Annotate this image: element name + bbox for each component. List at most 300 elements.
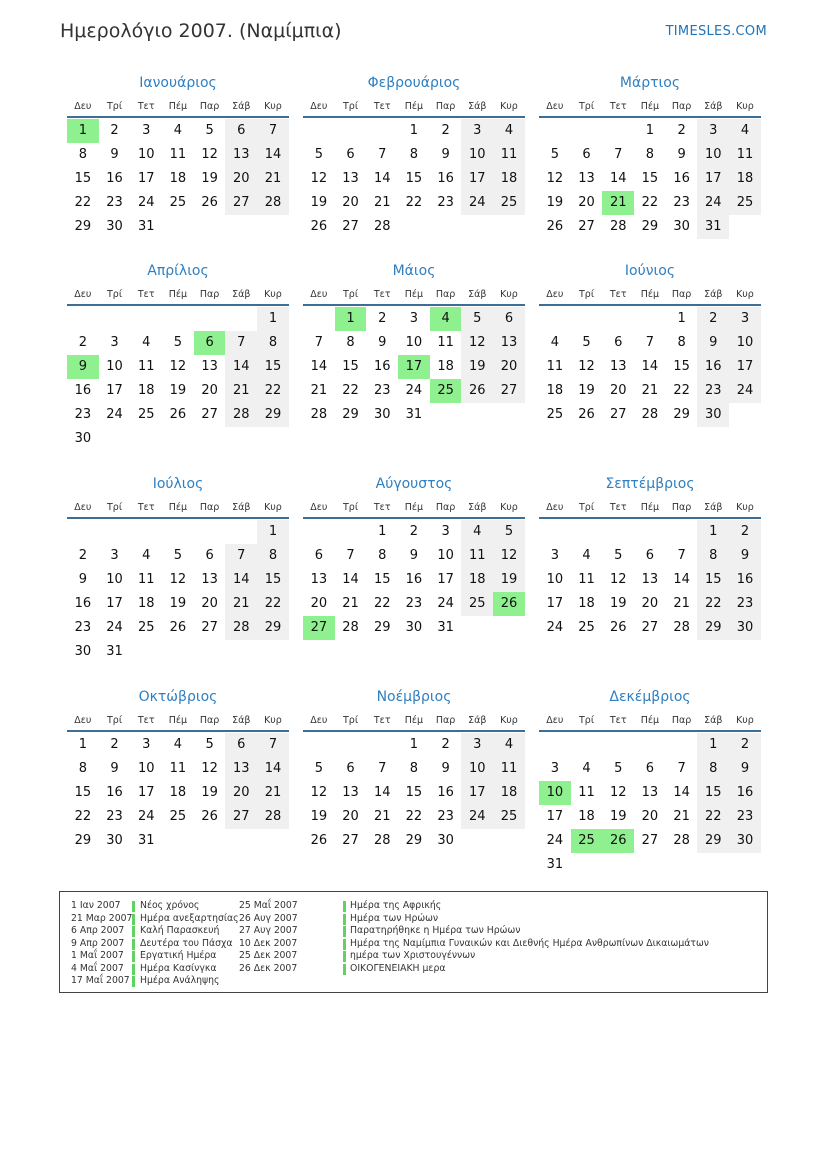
day-cell[interactable]: 19 [546,195,564,210]
day-cell[interactable]: 14 [310,359,328,374]
day-cell[interactable]: 25 [546,407,564,422]
day-cell[interactable]: 20 [609,383,627,398]
day-cell[interactable]: 30 [673,219,690,234]
day-cell[interactable]: 10 [137,761,155,776]
day-cell[interactable]: 10 [461,757,493,781]
day-cell[interactable]: 25 [578,620,595,635]
day-cell[interactable]: 3 [409,311,419,326]
day-cell[interactable]: 15 [342,359,359,374]
day-cell[interactable]: 13 [225,757,257,781]
day-cell[interactable]: 6 [225,733,257,757]
day-cell[interactable]: 24 [546,833,564,848]
day-cell[interactable]: 29 [342,407,359,422]
day-cell[interactable]: 11 [137,572,155,587]
day-cell[interactable]: 9 [409,548,419,563]
day-cell[interactable]: 14 [373,785,391,800]
day-cell[interactable]: 11 [461,544,493,568]
day-cell[interactable]: 30 [106,219,123,234]
day-cell[interactable]: 10 [106,359,123,374]
day-cell[interactable]: 4 [173,123,183,138]
day-cell[interactable]: 21 [373,809,391,824]
day-cell[interactable]: 4 [142,548,151,563]
day-cell[interactable]: 3 [461,733,493,757]
day-cell[interactable]: 28 [673,620,690,635]
day-cell[interactable]: 16 [437,171,454,186]
day-cell[interactable]: 29 [74,833,92,848]
day-cell[interactable]: 17 [461,781,493,805]
day-cell[interactable]: 23 [106,809,123,824]
day-cell[interactable]: 12 [310,785,328,800]
day-cell[interactable]: 29 [697,829,729,853]
day-cell[interactable]: 25 [493,805,525,829]
day-cell[interactable]: 17 [729,355,761,379]
day-cell[interactable]: 24 [437,596,454,611]
day-cell[interactable]: 3 [461,119,493,143]
day-cell[interactable]: 8 [257,331,289,355]
day-cell[interactable]: 6 [205,548,214,563]
day-cell[interactable]: 19 [310,809,328,824]
day-cell[interactable]: 16 [729,568,761,592]
day-cell[interactable]: 22 [373,596,391,611]
day-cell[interactable]: 22 [673,383,690,398]
day-cell[interactable]: 6 [645,548,655,563]
day-cell[interactable]: 18 [578,809,595,824]
day-cell[interactable]: 1 [257,307,289,331]
day-cell[interactable]: 11 [493,143,525,167]
day-cell[interactable]: 24 [729,379,761,403]
day-cell[interactable]: 22 [405,809,423,824]
day-cell[interactable]: 9 [677,147,686,162]
day-cell[interactable]: 23 [405,596,423,611]
day-cell[interactable]: 5 [314,147,323,162]
day-cell[interactable]: 11 [493,757,525,781]
day-cell[interactable]: 28 [342,620,359,635]
day-cell[interactable]: 17 [106,596,123,611]
day-cell[interactable]: 2 [409,524,419,539]
day-cell[interactable]: 12 [169,359,187,374]
day-cell[interactable]: 3 [142,737,151,752]
day-cell[interactable]: 21 [373,195,391,210]
day-cell[interactable]: 27 [342,219,359,234]
day-cell[interactable]: 1 [697,520,729,544]
day-cell[interactable]: 7 [257,733,289,757]
day-cell[interactable]: 28 [310,407,328,422]
day-cell[interactable]: 15 [257,568,289,592]
day-cell[interactable]: 30 [373,407,391,422]
day-cell[interactable]: 8 [378,548,387,563]
day-cell[interactable]: 27 [493,379,525,403]
day-cell[interactable]: 3 [441,524,450,539]
holiday-day-cell[interactable]: 17 [398,355,430,379]
day-cell[interactable]: 8 [645,147,655,162]
day-cell[interactable]: 19 [169,596,187,611]
day-cell[interactable]: 16 [74,596,92,611]
day-cell[interactable]: 9 [441,147,450,162]
day-cell[interactable]: 16 [673,171,690,186]
brand-link[interactable]: TIMESLES.COM [665,24,767,39]
day-cell[interactable]: 5 [614,548,623,563]
day-cell[interactable]: 19 [201,171,218,186]
day-cell[interactable]: 28 [609,219,627,234]
day-cell[interactable]: 21 [257,167,289,191]
day-cell[interactable]: 10 [106,572,123,587]
day-cell[interactable]: 17 [106,383,123,398]
day-cell[interactable]: 10 [405,335,423,350]
holiday-day-cell[interactable]: 26 [493,592,525,616]
holiday-day-cell[interactable]: 25 [571,829,603,853]
day-cell[interactable]: 21 [225,592,257,616]
day-cell[interactable]: 7 [225,544,257,568]
day-cell[interactable]: 15 [373,572,391,587]
day-cell[interactable]: 2 [110,123,119,138]
day-cell[interactable]: 7 [614,147,623,162]
day-cell[interactable]: 25 [461,592,493,616]
holiday-day-cell[interactable]: 25 [430,379,462,403]
day-cell[interactable]: 25 [729,191,761,215]
day-cell[interactable]: 29 [405,833,423,848]
day-cell[interactable]: 5 [173,335,183,350]
day-cell[interactable]: 13 [641,785,659,800]
day-cell[interactable]: 20 [225,781,257,805]
day-cell[interactable]: 18 [169,171,187,186]
day-cell[interactable]: 6 [346,147,355,162]
day-cell[interactable]: 8 [409,761,419,776]
day-cell[interactable]: 4 [173,737,183,752]
day-cell[interactable]: 31 [106,644,123,659]
day-cell[interactable]: 5 [614,761,623,776]
day-cell[interactable]: 7 [677,761,686,776]
day-cell[interactable]: 19 [609,596,627,611]
day-cell[interactable]: 11 [437,335,454,350]
day-cell[interactable]: 3 [142,123,151,138]
day-cell[interactable]: 20 [201,596,218,611]
day-cell[interactable]: 8 [697,544,729,568]
day-cell[interactable]: 30 [437,833,454,848]
day-cell[interactable]: 22 [697,805,729,829]
day-cell[interactable]: 22 [257,379,289,403]
day-cell[interactable]: 19 [609,809,627,824]
day-cell[interactable]: 7 [677,548,686,563]
day-cell[interactable]: 16 [437,785,454,800]
day-cell[interactable]: 24 [137,809,155,824]
day-cell[interactable]: 30 [405,620,423,635]
day-cell[interactable]: 11 [137,359,155,374]
day-cell[interactable]: 2 [378,311,387,326]
holiday-day-cell[interactable]: 4 [430,307,462,331]
day-cell[interactable]: 7 [314,335,323,350]
day-cell[interactable]: 14 [342,572,359,587]
day-cell[interactable]: 12 [546,171,564,186]
day-cell[interactable]: 14 [609,171,627,186]
day-cell[interactable]: 6 [225,119,257,143]
holiday-day-cell[interactable]: 10 [539,781,571,805]
day-cell[interactable]: 2 [729,733,761,757]
day-cell[interactable]: 23 [729,592,761,616]
day-cell[interactable]: 19 [578,383,595,398]
day-cell[interactable]: 28 [641,407,659,422]
day-cell[interactable]: 1 [409,737,419,752]
day-cell[interactable]: 27 [225,191,257,215]
day-cell[interactable]: 26 [578,407,595,422]
day-cell[interactable]: 29 [673,407,690,422]
day-cell[interactable]: 13 [493,331,525,355]
day-cell[interactable]: 20 [493,355,525,379]
day-cell[interactable]: 12 [609,785,627,800]
day-cell[interactable]: 13 [342,785,359,800]
day-cell[interactable]: 29 [641,219,659,234]
day-cell[interactable]: 10 [137,147,155,162]
day-cell[interactable]: 5 [205,123,214,138]
day-cell[interactable]: 25 [169,809,187,824]
day-cell[interactable]: 23 [437,195,454,210]
day-cell[interactable]: 1 [677,311,686,326]
day-cell[interactable]: 28 [373,219,391,234]
day-cell[interactable]: 7 [346,548,355,563]
day-cell[interactable]: 22 [405,195,423,210]
day-cell[interactable]: 21 [257,781,289,805]
day-cell[interactable]: 29 [257,403,289,427]
day-cell[interactable]: 6 [314,548,323,563]
day-cell[interactable]: 3 [110,335,119,350]
day-cell[interactable]: 16 [697,355,729,379]
day-cell[interactable]: 23 [697,379,729,403]
day-cell[interactable]: 11 [546,359,564,374]
day-cell[interactable]: 20 [641,596,659,611]
day-cell[interactable]: 29 [373,620,391,635]
day-cell[interactable]: 21 [225,379,257,403]
day-cell[interactable]: 25 [137,620,155,635]
day-cell[interactable]: 31 [405,407,423,422]
day-cell[interactable]: 11 [578,572,595,587]
day-cell[interactable]: 10 [546,572,564,587]
day-cell[interactable]: 20 [342,195,359,210]
day-cell[interactable]: 14 [225,568,257,592]
day-cell[interactable]: 5 [205,737,214,752]
day-cell[interactable]: 22 [342,383,359,398]
day-cell[interactable]: 6 [614,335,623,350]
day-cell[interactable]: 30 [729,829,761,853]
day-cell[interactable]: 10 [697,143,729,167]
day-cell[interactable]: 14 [257,757,289,781]
day-cell[interactable]: 24 [697,191,729,215]
day-cell[interactable]: 27 [641,833,659,848]
holiday-day-cell[interactable]: 1 [335,307,367,331]
day-cell[interactable]: 21 [641,383,659,398]
day-cell[interactable]: 2 [729,520,761,544]
day-cell[interactable]: 23 [74,620,92,635]
day-cell[interactable]: 23 [106,195,123,210]
day-cell[interactable]: 1 [697,733,729,757]
day-cell[interactable]: 14 [225,355,257,379]
day-cell[interactable]: 9 [729,757,761,781]
day-cell[interactable]: 27 [201,407,218,422]
day-cell[interactable]: 5 [173,548,183,563]
day-cell[interactable]: 24 [106,407,123,422]
day-cell[interactable]: 26 [201,809,218,824]
day-cell[interactable]: 13 [578,171,595,186]
day-cell[interactable]: 20 [641,809,659,824]
day-cell[interactable]: 31 [137,219,155,234]
day-cell[interactable]: 14 [257,143,289,167]
day-cell[interactable]: 15 [257,355,289,379]
day-cell[interactable]: 17 [137,171,155,186]
day-cell[interactable]: 30 [106,833,123,848]
day-cell[interactable]: 18 [137,596,155,611]
day-cell[interactable]: 12 [310,171,328,186]
day-cell[interactable]: 11 [169,761,187,776]
day-cell[interactable]: 27 [578,219,595,234]
holiday-day-cell[interactable]: 21 [602,191,634,215]
day-cell[interactable]: 5 [493,520,525,544]
day-cell[interactable]: 9 [110,761,119,776]
day-cell[interactable]: 18 [729,167,761,191]
day-cell[interactable]: 23 [74,407,92,422]
day-cell[interactable]: 2 [697,307,729,331]
day-cell[interactable]: 24 [106,620,123,635]
day-cell[interactable]: 3 [550,761,559,776]
day-cell[interactable]: 28 [225,403,257,427]
day-cell[interactable]: 6 [493,307,525,331]
day-cell[interactable]: 2 [441,737,450,752]
day-cell[interactable]: 26 [201,195,218,210]
day-cell[interactable]: 20 [201,383,218,398]
day-cell[interactable]: 22 [74,195,92,210]
day-cell[interactable]: 7 [225,331,257,355]
day-cell[interactable]: 6 [582,147,591,162]
day-cell[interactable]: 24 [461,191,493,215]
day-cell[interactable]: 8 [677,335,686,350]
day-cell[interactable]: 16 [405,572,423,587]
day-cell[interactable]: 12 [609,572,627,587]
day-cell[interactable]: 2 [78,335,87,350]
day-cell[interactable]: 8 [78,147,87,162]
day-cell[interactable]: 17 [697,167,729,191]
day-cell[interactable]: 18 [137,383,155,398]
day-cell[interactable]: 29 [74,219,92,234]
day-cell[interactable]: 11 [729,143,761,167]
day-cell[interactable]: 17 [137,785,155,800]
day-cell[interactable]: 8 [409,147,419,162]
day-cell[interactable]: 20 [342,809,359,824]
day-cell[interactable]: 21 [342,596,359,611]
day-cell[interactable]: 28 [257,191,289,215]
day-cell[interactable]: 22 [641,195,659,210]
day-cell[interactable]: 23 [373,383,391,398]
day-cell[interactable]: 1 [378,524,387,539]
day-cell[interactable]: 27 [641,620,659,635]
day-cell[interactable]: 27 [609,407,627,422]
day-cell[interactable]: 14 [673,785,690,800]
day-cell[interactable]: 4 [461,520,493,544]
day-cell[interactable]: 26 [169,620,187,635]
day-cell[interactable]: 16 [106,171,123,186]
day-cell[interactable]: 25 [169,195,187,210]
day-cell[interactable]: 20 [225,167,257,191]
day-cell[interactable]: 30 [729,616,761,640]
day-cell[interactable]: 9 [697,331,729,355]
day-cell[interactable]: 11 [578,785,595,800]
day-cell[interactable]: 31 [437,620,454,635]
day-cell[interactable]: 31 [546,857,564,872]
day-cell[interactable]: 9 [78,572,87,587]
day-cell[interactable]: 6 [645,761,655,776]
day-cell[interactable]: 28 [373,833,391,848]
day-cell[interactable]: 3 [697,119,729,143]
day-cell[interactable]: 13 [609,359,627,374]
day-cell[interactable]: 10 [437,548,454,563]
day-cell[interactable]: 4 [493,119,525,143]
day-cell[interactable]: 15 [74,785,92,800]
day-cell[interactable]: 2 [110,737,119,752]
day-cell[interactable]: 21 [673,596,690,611]
day-cell[interactable]: 17 [546,809,564,824]
day-cell[interactable]: 29 [697,616,729,640]
day-cell[interactable]: 12 [578,359,595,374]
day-cell[interactable]: 1 [78,737,87,752]
day-cell[interactable]: 19 [201,785,218,800]
day-cell[interactable]: 18 [493,781,525,805]
day-cell[interactable]: 15 [405,785,423,800]
day-cell[interactable]: 16 [106,785,123,800]
day-cell[interactable]: 20 [578,195,595,210]
day-cell[interactable]: 4 [142,335,151,350]
day-cell[interactable]: 7 [645,335,655,350]
day-cell[interactable]: 5 [314,761,323,776]
day-cell[interactable]: 26 [310,219,328,234]
day-cell[interactable]: 12 [493,544,525,568]
day-cell[interactable]: 13 [342,171,359,186]
day-cell[interactable]: 14 [373,171,391,186]
day-cell[interactable]: 15 [405,171,423,186]
day-cell[interactable]: 18 [493,167,525,191]
day-cell[interactable]: 24 [137,195,155,210]
day-cell[interactable]: 2 [78,548,87,563]
day-cell[interactable]: 18 [578,596,595,611]
day-cell[interactable]: 15 [697,568,729,592]
day-cell[interactable]: 17 [461,167,493,191]
day-cell[interactable]: 31 [697,215,729,239]
day-cell[interactable]: 2 [677,123,686,138]
day-cell[interactable]: 19 [310,195,328,210]
day-cell[interactable]: 1 [645,123,655,138]
day-cell[interactable]: 14 [641,359,659,374]
day-cell[interactable]: 7 [257,119,289,143]
day-cell[interactable]: 13 [201,572,218,587]
day-cell[interactable]: 17 [437,572,454,587]
day-cell[interactable]: 27 [201,620,218,635]
day-cell[interactable]: 25 [137,407,155,422]
day-cell[interactable]: 5 [461,307,493,331]
holiday-day-cell[interactable]: 1 [67,119,99,143]
day-cell[interactable]: 31 [137,833,155,848]
day-cell[interactable]: 12 [461,331,493,355]
day-cell[interactable]: 9 [441,761,450,776]
day-cell[interactable]: 22 [697,592,729,616]
holiday-day-cell[interactable]: 6 [194,331,226,355]
day-cell[interactable]: 19 [461,355,493,379]
day-cell[interactable]: 12 [169,572,187,587]
day-cell[interactable]: 20 [310,596,328,611]
day-cell[interactable]: 26 [609,620,627,635]
day-cell[interactable]: 25 [493,191,525,215]
day-cell[interactable]: 8 [78,761,87,776]
day-cell[interactable]: 15 [74,171,92,186]
day-cell[interactable]: 3 [729,307,761,331]
day-cell[interactable]: 8 [257,544,289,568]
day-cell[interactable]: 15 [673,359,690,374]
holiday-day-cell[interactable]: 27 [303,616,335,640]
day-cell[interactable]: 14 [673,572,690,587]
